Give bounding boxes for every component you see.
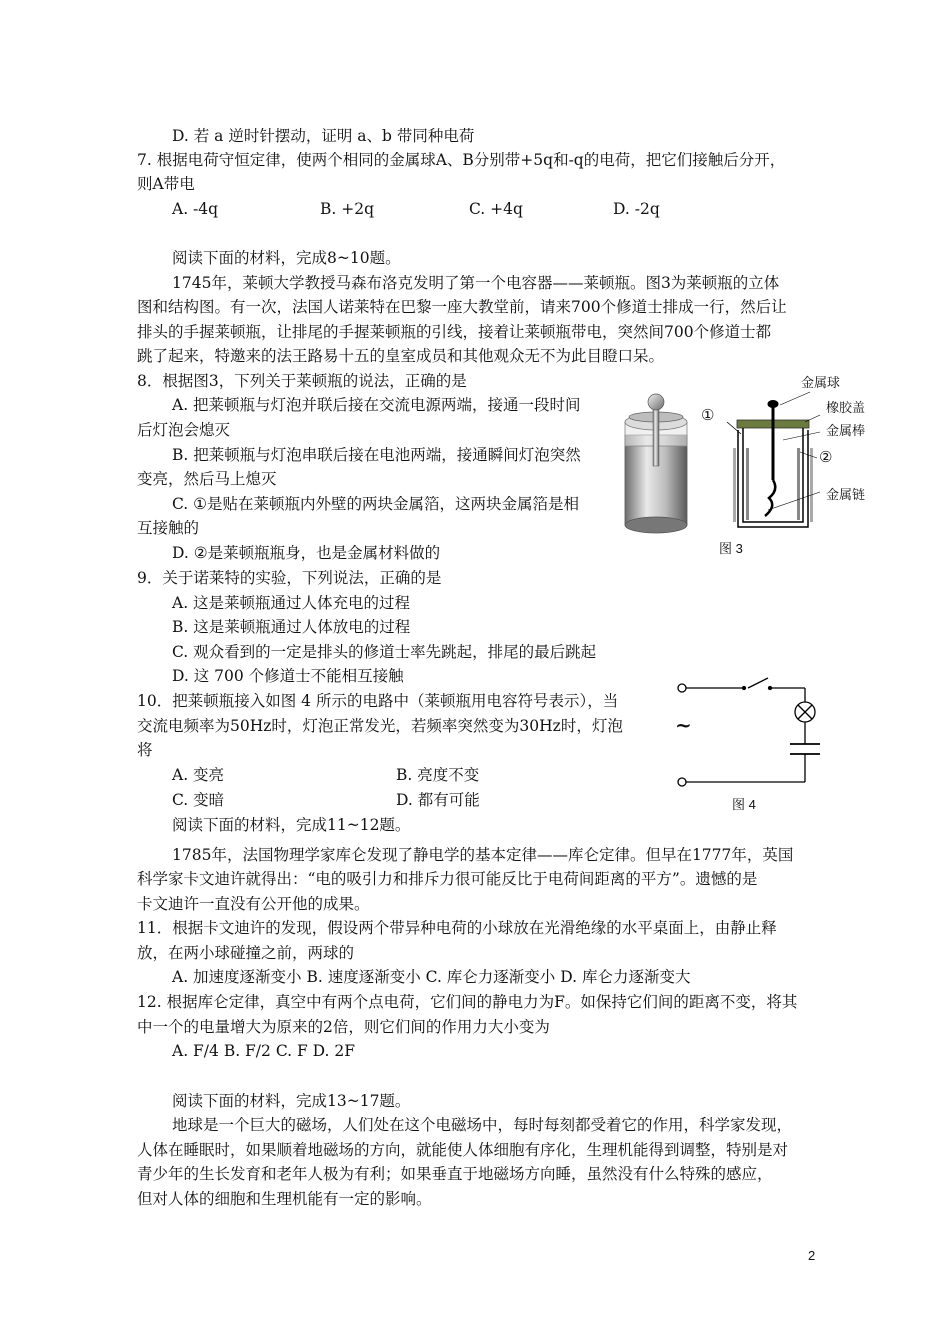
material1-para-line4: 跳了起来，特邀来的法王路易十五的皇室成员和其他观众无不为此目瞪口呆。	[137, 347, 665, 365]
material2-para-line2: 科学家卡文迪许就得出：“电的吸引力和排斥力很可能反比于电荷间距离的平方”。遗憾的是	[137, 870, 758, 888]
q9-stem: 9．关于诺莱特的实验，下列说法，正确的是	[137, 569, 442, 587]
q12-stem-line1: 12. 根据库仑定律，真空中有两个点电荷，它们间的静电力为F。如保持它们间的距离不变，将其	[137, 993, 798, 1011]
q8-option-c-line2: 互接触的	[137, 519, 200, 537]
jar-3d-view	[625, 394, 687, 533]
label-metal-chain: 金属链	[826, 488, 866, 503]
q8-option-a-line2: 后灯泡会熄灭	[137, 421, 231, 439]
jar-structure-diagram	[727, 392, 820, 527]
q8-option-d: D. ②是莱顿瓶瓶身，也是金属材料做的	[172, 544, 441, 562]
marker-1: ①	[701, 406, 715, 424]
figure4-circuit	[670, 672, 840, 817]
q10-stem-line3: 将	[137, 741, 153, 759]
q10-option-d: D. 都有可能	[396, 791, 480, 809]
marker-2: ②	[819, 448, 833, 466]
q8-option-b-line1: B. 把莱顿瓶与灯泡串联后接在电池两端，接通瞬间灯泡突然	[172, 446, 581, 464]
q8-option-b-line2: 变亮，然后马上熄灭	[137, 470, 277, 488]
material1-para-line2: 图和结构图。有一次，法国人诺莱特在巴黎一座大教堂前，请来700个修道士排成一行，然后让	[137, 298, 787, 316]
material1-para-line3: 排头的手握莱顿瓶，让排尾的手握莱顿瓶的引线，接着让莱顿瓶带电，突然间700个修道士都	[137, 323, 772, 341]
q8-option-a-line1: A. 把莱顿瓶与灯泡并联后接在交流电源两端，接通一段时间	[172, 396, 581, 414]
label-rubber-cap: 橡胶盖	[826, 401, 866, 416]
q7-stem-line1: 7. 根据电荷守恒定律，使两个相同的金属球A、B分别带+5q和-q的电荷，把它们接触后分开，	[137, 151, 786, 169]
q10-option-b: B. 亮度不变	[396, 766, 480, 784]
material3-para-line3: 青少年的生长发育和老年人极为有利；如果垂直于地磁场方向睡，虽然没有什么特殊的感应，	[137, 1165, 773, 1183]
material2-para-line1: 1785年，法国物理学家库仑发现了静电学的基本定律——库仑定律。但早在1777年，英国	[172, 846, 794, 864]
figure3-caption: 图 3	[719, 541, 743, 556]
material2-para-line3: 卡文迪许一直没有公开他的成果。	[137, 895, 370, 913]
q10-stem-line1: 10．把莱顿瓶接入如图 4 所示的电路中（莱顿瓶用电容符号表示），当	[137, 692, 619, 710]
q10-option-a: A. 变亮	[172, 766, 225, 784]
label-metal-rod: 金属棒	[826, 424, 866, 439]
q11-options: A. 加速度逐渐变小 B. 速度逐渐变小 C. 库仑力逐渐变小 D. 库仑力逐渐变大	[172, 968, 691, 986]
q7-stem-line2: 则A带电	[137, 175, 195, 193]
q10-option-c: C. 变暗	[172, 791, 225, 809]
q7-option-d: D. -2q	[613, 200, 660, 218]
material1-intro: 阅读下面的材料，完成8~10题。	[172, 249, 401, 267]
q12-options: A. F/4 B. F/2 C. F D. 2F	[172, 1042, 356, 1060]
q9-option-a: A. 这是莱顿瓶通过人体充电的过程	[172, 594, 411, 612]
material1-para-line1: 1745年，莱顿大学教授马森布洛克发明了第一个电容器——莱顿瓶。图3为莱顿瓶的立体	[172, 274, 780, 292]
circuit-diagram	[670, 672, 840, 787]
q9-option-b: B. 这是莱顿瓶通过人体放电的过程	[172, 618, 411, 636]
q9-option-d: D. 这 700 个修道士不能相互接触	[172, 667, 404, 685]
figure4-caption: 图 4	[732, 797, 756, 812]
q12-stem-line2: 中一个的电量增大为原来的2倍，则它们间的作用力大小变为	[137, 1018, 550, 1036]
q10-stem-line2: 交流电频率为50Hz时，灯泡正常发光，若频率突然变为30Hz时，灯泡	[137, 717, 623, 735]
q7-option-c: C. +4q	[469, 200, 523, 218]
q8-option-c-line1: C. ①是贴在莱顿瓶内外壁的两块金属箔，这两块金属箔是相	[172, 495, 580, 513]
material3-intro: 阅读下面的材料，完成13~17题。	[172, 1092, 411, 1110]
q11-stem-line2: 放，在两小球碰撞之前，两球的	[137, 944, 355, 962]
q7-option-a: A. -4q	[172, 200, 219, 218]
q7-option-b: B. +2q	[320, 200, 375, 218]
ac-source-symbol: ~	[675, 713, 692, 737]
material2-intro: 阅读下面的材料，完成11~12题。	[172, 816, 411, 834]
label-metal-ball: 金属球	[801, 376, 841, 391]
figure3-leyden-jar	[615, 370, 895, 570]
q11-stem-line1: 11．根据卡文迪许的发现，假设两个带异种电荷的小球放在光滑绝缘的水平桌面上，由静止释	[137, 919, 777, 937]
page-number: 2	[808, 1248, 816, 1263]
q6-option-d: D. 若 a 逆时针摆动，证明 a、b 带同种电荷	[172, 127, 475, 145]
material3-para-line2: 人体在睡眠时，如果顺着地磁场的方向，就能使人体细胞有序化，生理机能得到调整，特别是对	[137, 1141, 789, 1159]
q9-option-c: C. 观众看到的一定是排头的修道士率先跳起，排尾的最后跳起	[172, 643, 597, 661]
material3-para-line4: 但对人体的细胞和生理机能有一定的影响。	[137, 1190, 432, 1208]
q8-stem: 8．根据图3，下列关于莱顿瓶的说法，正确的是	[137, 372, 467, 390]
material3-para-line1: 地球是一个巨大的磁场，人们处在这个电磁场中，每时每刻都受着它的作用，科学家发现，	[172, 1116, 793, 1134]
